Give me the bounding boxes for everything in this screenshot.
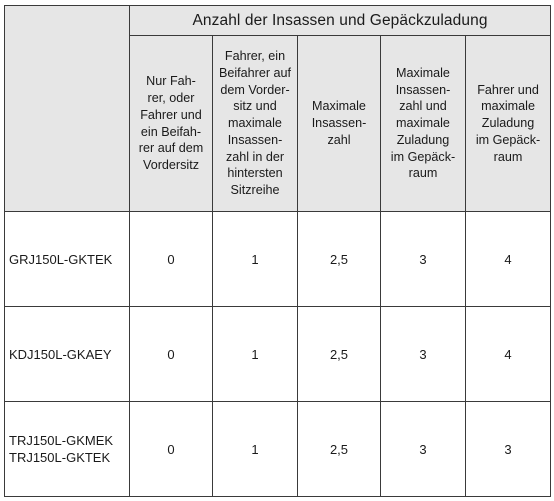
table-row bbox=[5, 402, 551, 497]
table-cell: 0 bbox=[130, 307, 213, 402]
table-cell: 3 bbox=[381, 402, 466, 497]
table-cell: 2,5 bbox=[298, 212, 381, 307]
table-cell: 1 bbox=[213, 402, 298, 497]
column-header-max-occupants: Maximale Insassen- zahl bbox=[298, 36, 381, 212]
table-cell: 1 bbox=[213, 212, 298, 307]
row-model-label: KDJ150L-GKAEY bbox=[5, 307, 130, 402]
column-header-driver-max-cargo: Fahrer und maximale Zuladung im Gepäck- raum bbox=[466, 36, 551, 212]
table-cell: 4 bbox=[466, 307, 551, 402]
table-cell: 3 bbox=[381, 307, 466, 402]
corner-cell bbox=[5, 6, 130, 212]
row-model-label: GRJ150L-GKTEK bbox=[5, 212, 130, 307]
table-cell: 2,5 bbox=[298, 402, 381, 497]
table-cell: 0 bbox=[130, 402, 213, 497]
passenger-load-table bbox=[4, 5, 551, 497]
table-cell: 2,5 bbox=[298, 307, 381, 402]
group-header: Anzahl der Insassen und Gepäckzuladung bbox=[130, 6, 551, 36]
row-model-label: TRJ150L-GKMEK TRJ150L-GKTEK bbox=[5, 402, 130, 497]
table-row bbox=[5, 212, 551, 307]
column-header-front-rear: Fahrer, ein Beifahrer auf dem Vorder- sitz und maximale Insassen- zahl in der hintersten Sitzreihe bbox=[213, 36, 298, 212]
load-table-container bbox=[4, 5, 551, 497]
table-cell: 3 bbox=[466, 402, 551, 497]
table-row bbox=[5, 307, 551, 402]
column-header-max-occupants-cargo: Maximale Insassen- zahl und maximale Zuladung im Gepäck- raum bbox=[381, 36, 466, 212]
table-cell: 4 bbox=[466, 212, 551, 307]
table-cell: 0 bbox=[130, 212, 213, 307]
table-cell: 3 bbox=[381, 212, 466, 307]
column-header-driver-front: Nur Fah- rer, oder Fahrer und ein Beifah- rer auf dem Vordersitz bbox=[130, 36, 213, 212]
table-cell: 1 bbox=[213, 307, 298, 402]
group-header-row bbox=[5, 6, 551, 36]
